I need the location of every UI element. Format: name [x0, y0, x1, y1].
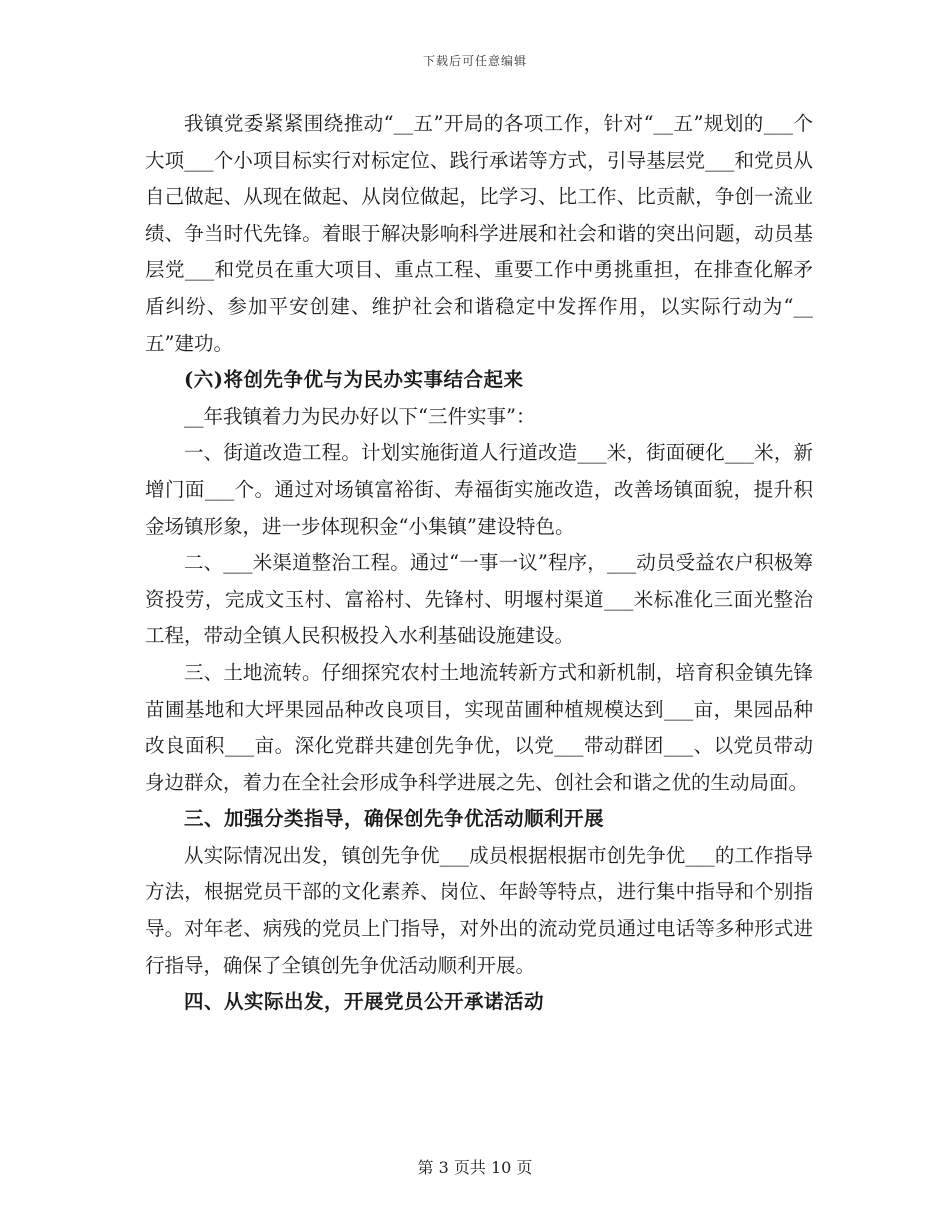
page-header: 下载后可任意编辑	[422, 54, 527, 68]
paragraph-pledge-work: 我镇党委紧紧围绕推动“__五”开局的各项工作，针对“__五”规划的___个大项___个小项目标实行对标定位、践行承诺等方式，引导基层党___和党员从自己做起、从现在做起、从岗位做起，比学习、比工作、比贡献，争创一流业绩、争当时代先锋。着眼于解决影响科学进展和社会和谐的突出问题，动员基层党___和党员在重大项目、重点工程、重要工作中勇挑重担，在排查化解矛盾纠纷、参加平安创建、维护社会和谐稳定中发挥作用，以实际行动为“__五”建功。	[145, 112, 813, 355]
paragraph-street-renovation: 一、街道改造工程。计划实施街道人行道改造___米，街面硬化___米，新增门面___个。通过对场镇富裕街、寿福街实施改造，改善场镇面貌，提升积金场镇形象，进一步体现积金“小集镇”建设特色。	[145, 441, 813, 538]
section-heading-six: (六)将创先争优与为民办实事结合起来	[184, 368, 524, 392]
section-heading-four: 四、从实际出发，开展党员公开承诺活动	[184, 990, 545, 1014]
paragraph-land-transfer: 三、土地流转。仔细探究农村土地流转新方式和新机制，培育积金镇先锋苗圃基地和大坪果园品种改良项目，实现苗圃种植规模达到___亩，果园品种改良面积___亩。深化党群共建创先争优，以党___带动群团___、以党员带动身边群众，着力在全社会形成争科学进展之先、创社会和谐之优的生动局面。	[145, 660, 813, 794]
paragraph-three-tasks-intro: __年我镇着力为民办好以下“三件实事”：	[184, 404, 536, 428]
document-body	[145, 106, 813, 1021]
page-footer: 第 3 页共 10 页	[417, 1158, 533, 1177]
paragraph-channel-renovation: 二、___米渠道整治工程。通过“一事一议”程序，___动员受益农户积极筹资投劳，完成文玉村、富裕村、先锋村、明堰村渠道___米标准化三面光整治工程，带动全镇人民积极投入水利基础设施建设。	[145, 551, 813, 648]
section-heading-three: 三、加强分类指导，确保创先争优活动顺利开展	[184, 807, 605, 831]
paragraph-classified-guidance: 从实际情况出发，镇创先争优___成员根据根据市创先争优___的工作指导方法，根据党员干部的文化素养、岗位、年龄等特点，进行集中指导和个别指导。对年老、病残的党员上门指导，对外出的流动党员通过电话等多种形式进行指导，确保了全镇创先争优活动顺利开展。	[145, 843, 813, 977]
